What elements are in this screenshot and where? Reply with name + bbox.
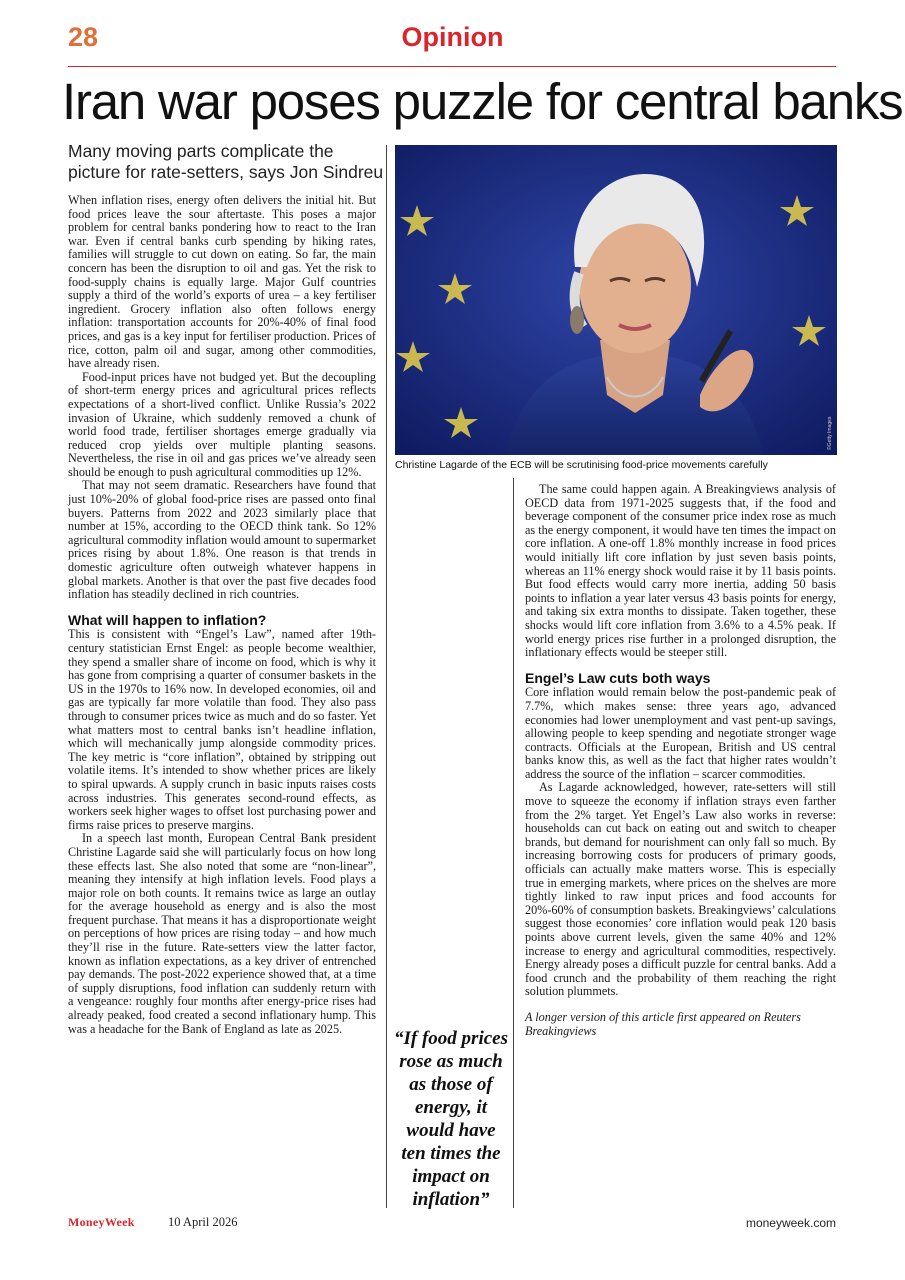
article-paragraph: In a speech last month, European Central Bank president Christine Lagarde said she will particularly focus on how long these effects last. She also noted that some are “non-linear”, meaning they intensify at high inflation levels. Food plays a major role on both counts. It remains twice as large an outlay for the average household as energy and is also the most frequent purchase. That means it has a disproportionate weight on perceptions of how prices are rising today – and how much they’ll rise in the future. Rate-setters view the latter factor, known as inflation expectations, as a key driver of entrenched pay demands. The post-2022 experience showed that, at a time of supply disruptions, food inflation can suddenly return with a vengeance: roughly four months after energy-price rises had already peaked, food created a second inflationary hump. This was a headache for the Bank of England as late as 2025. — [68, 831, 376, 1036]
portrait-illustration — [395, 145, 837, 455]
section-title: Opinion — [401, 22, 504, 52]
website-link[interactable]: moneyweek.com — [745, 1216, 836, 1230]
subhead: Engel’s Law cuts both ways — [525, 669, 711, 686]
photo-caption: Christine Lagarde of the ECB will be scrutinising food-price movements carefully — [395, 459, 768, 471]
article-paragraph: The same could happen again. A Breakingviews analysis of OECD data from 1971-2025 suggests that, if the food and beverage component of the consumer price index rose as much as the energy component, it would have ten times the impact on core inflation. A one-off 1.8% monthly increase in food prices would initially lift core inflation by just seven basis points, whereas an 11% energy shock would raise it by 11 basis points. But food effects would carry more inertia, adding 50 basis points to inflation a year later versus 43 basis points for energy, and taking six extra months to dissipate. Taken together, these shocks would lift core inflation from 3.6% to a 4.5% peak. If world energy prices rise further in a prolonged disruption, the inflationary effects would be steeper still. — [525, 482, 836, 660]
headline: Iran war poses puzzle for central banks — [62, 73, 903, 130]
article-paragraph: When inflation rises, energy often delivers the initial hit. But food prices leave the sour aftertaste. This poses a major problem for central banks pondering how to react to the Iran war. Even if central banks curb spending by hiking rates, families will struggle to cut down on eating. So far, the main concern has been the disruption to oil and gas. Yet the risk to food-supply chains is equally large. Major Gulf countries supply a third of the world’s exports of urea – a key fertiliser ingredient. Grocery inflation also often follows energy inflation: transportation accounts for 20%-40% of final food prices, and gas is a key input for fertiliser production. Prices of rice, cotton, palm oil and sugar, among other commodities, have already risen. — [68, 193, 376, 371]
article-column-2 — [525, 483, 836, 1038]
page-number: 28 — [68, 22, 99, 52]
photo-credit: ©Getty Images — [827, 416, 833, 450]
article-paragraph: This is consistent with “Engel’s Law”, named after 19th-century statistician Ernst Engel: as people become wealthier, they spend a smaller share of income on food, which is why it has gone from comprising a quarter of consumer baskets in the US in the 1970s to 16% now. In developed economies, oil and gas are typically far more volatile than food. They also pass through to consumer prices twice as much and do so faster. Yet what matters most to central banks isn’t headline inflation, which will mechanically jump alongside commodity prices. The key metric is “core inflation”, obtained by stripping out volatile items. It’s intended to show whether prices are likely to spiral upwards. A supply crunch in basic inputs raises costs across industries. This generates second-round effects, as workers seek higher wages to offset lost purchasing power and firms raise prices to preserve margins. — [68, 627, 376, 832]
column-divider — [386, 145, 387, 1208]
source-note: A longer version of this article first appeared on Reuters Breakingviews — [525, 1009, 801, 1038]
header-rule — [68, 66, 836, 67]
article-paragraph: That may not seem dramatic. Researchers have found that just 10%-20% of global food-price rises are passed onto final buyers. Patterns from 2022 and 2023 similarly place that number at 15%, according to the OECD think tank. So 12% agricultural commodity inflation would amount to supermarket prices rising by about 1.8%. One reason is that trends in domestic agriculture often outweigh whatever happens in global markets. Another is that over the past five decades food inflation has steadily declined in rich countries. — [68, 478, 377, 602]
column-divider — [513, 478, 514, 1208]
subhead: What will happen to inflation? — [68, 611, 267, 628]
standfirst: Many moving parts complicate the picture for rate-setters, says Jon Sindreu — [68, 141, 384, 182]
article-paragraph: Core inflation would remain below the post-pandemic peak of 7.7%, which makes sense: three years ago, advanced economies had lower unemployment and vast pent-up savings, allowing people to keep spending and negotiate stronger wage contracts. Officials at the European, British and US central banks know this, as well as the fact that higher rates wouldn’t address the source of the inflation – scarcer commodities. — [525, 685, 836, 781]
article-paragraph: As Lagarde acknowledged, however, rate-setters will still move to squeeze the economy if inflation strays even farther from the 2% target. Yet Engel’s Law also works in reverse: households can cut back on eating out and switch to cheaper brands, but demand for nourishment can only fall so much. By increasing borrowing costs for producers of primary goods, officials can actually make matters worse. This is especially true in emerging markets, where prices on the shelves are more tightly linked to raw input prices and food accounts for 20%-60% of consumption baskets. Breakingviews’ calculations suggest those economies’ core inflation would peak 120 basis points above current levels, given the same 40% and 12% increase to energy and agricultural commodities, respectively. Energy already poses a difficult puzzle for central banks. Add a food crunch and the probability of them reaching the right solution plummets. — [525, 780, 836, 999]
brand-logo: MoneyWeek — [68, 1215, 135, 1229]
issue-date: 10 April 2026 — [168, 1215, 238, 1229]
pull-quote: “If food prices rose as much as those of energy, it would have ten times the impact on inflation” — [394, 1028, 508, 1210]
article-photo — [395, 145, 837, 455]
article-paragraph: Food-input prices have not budged yet. But the decoupling of short-term energy prices and agricultural prices reflects expectations of a short-lived conflict. Unlike Russia’s 2022 invasion of Ukraine, which suddenly removed a chunk of world food trade, fertiliser shortages emerge gradually via reduced crop yields over multiple planting seasons. Nevertheless, the rise in oil and gas prices we’ve already seen should be enough to push agricultural commodities up 12%. — [68, 369, 376, 479]
article-column-1 — [68, 194, 376, 1036]
